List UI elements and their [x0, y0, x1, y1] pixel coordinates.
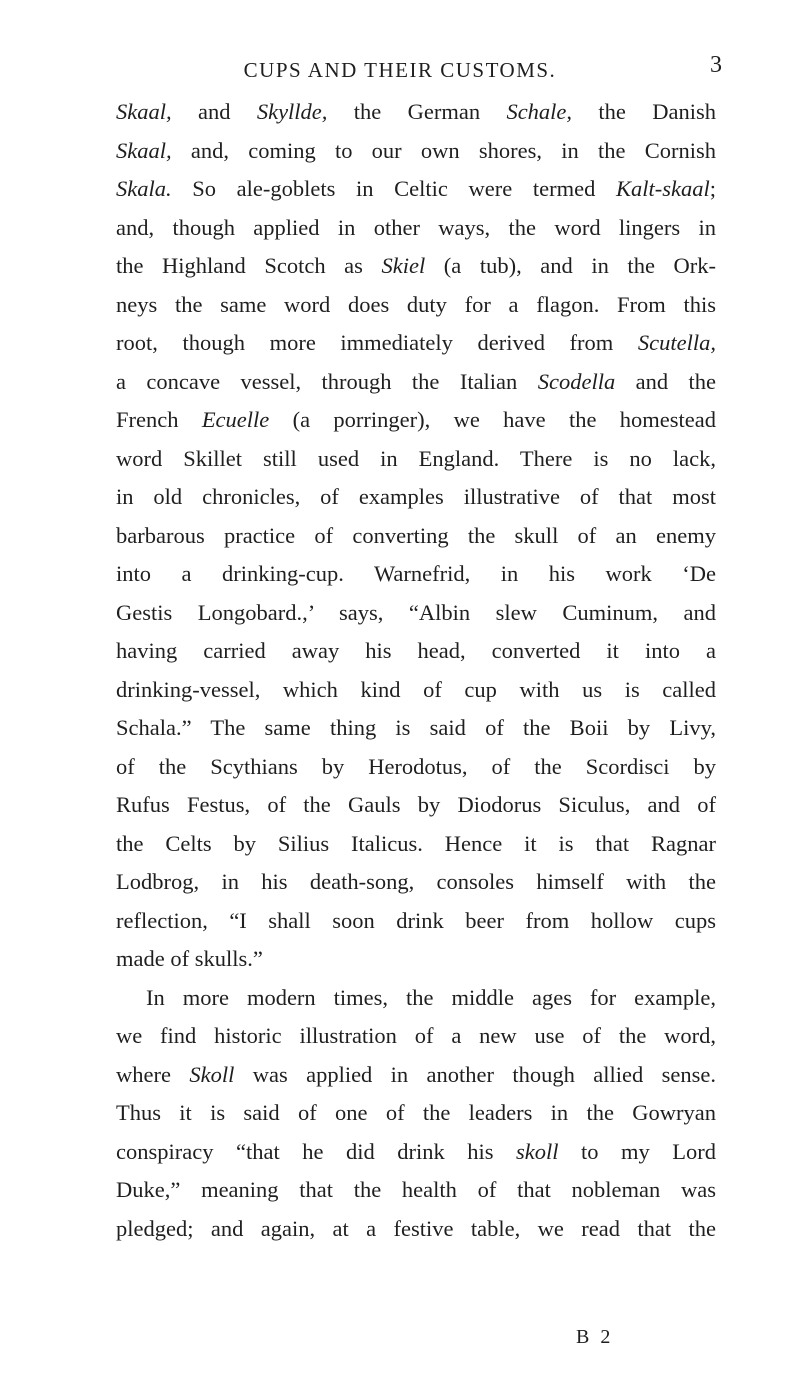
text-line: [116, 979, 716, 1018]
text-line: [116, 748, 716, 787]
text-run: conspiracy “that he did drink his: [116, 1138, 516, 1164]
text-run: we find historic illustration of a new use of the word,: [116, 1023, 716, 1048]
text-run: Skoll: [189, 1061, 235, 1087]
text-run: Skaal,: [116, 137, 172, 163]
text-line: [116, 324, 716, 363]
text-run: Schala.” The same thing is said of the Boii by Livy,: [116, 715, 716, 740]
text-line: [116, 440, 716, 479]
text-run: the Celts by Silius Italicus. Hence it is that Ragnar: [116, 830, 716, 856]
text-run: Gestis Longobard.,’ says, “Albin slew Cuminum, and: [116, 599, 716, 625]
text-line: [116, 1210, 716, 1249]
signature-mark: B 2: [576, 1326, 614, 1348]
text-run: and, coming to our own shores, in the Cornish: [171, 137, 716, 163]
text-run: the German: [327, 99, 507, 124]
text-run: Skyllde,: [256, 99, 328, 124]
text-run: made of skulls.”: [116, 946, 263, 971]
text-line: [116, 1017, 716, 1056]
text-line: [116, 209, 716, 248]
text-run: reflection, “I shall soon drink beer from hollow cups: [116, 907, 716, 933]
text-line: [116, 902, 716, 941]
text-run: word Skillet still used in England. There is no lack,: [116, 445, 716, 471]
text-run: was applied in another though allied sense.: [234, 1061, 716, 1087]
text-line: [116, 1056, 716, 1095]
text-line: [116, 478, 716, 517]
text-run: skoll: [515, 1138, 559, 1164]
text-run: the Danish: [572, 99, 716, 124]
text-run: root, though more immediately derived from: [116, 330, 638, 355]
text-line: [116, 709, 716, 748]
text-run: having carried away his head, converted it into a: [116, 638, 716, 663]
text-line: [116, 786, 716, 825]
text-run: to my Lord: [558, 1138, 716, 1164]
text-line: [116, 671, 716, 710]
text-line: [116, 170, 716, 209]
text-line: [116, 1133, 716, 1172]
text-line: [116, 247, 716, 286]
text-line: [116, 132, 716, 171]
text-run: a concave vessel, through the Italian: [116, 368, 538, 394]
text-line: [116, 863, 716, 902]
text-run: Scodella: [537, 368, 616, 394]
text-run: Skala.: [116, 176, 172, 201]
text-line: [116, 286, 716, 325]
text-run: and the: [615, 368, 716, 394]
text-run: neys the same word does duty for a flagon. From this: [116, 291, 716, 317]
page-header: [0, 52, 800, 92]
running-head: CUPS AND THEIR CUSTOMS.: [243, 58, 557, 82]
text-line: [116, 555, 716, 594]
text-run: Schale,: [506, 99, 573, 124]
text-line: [116, 632, 716, 671]
text-line: [116, 93, 716, 132]
text-run: (a porringer), we have the homestead: [269, 407, 716, 432]
text-run: Skiel: [381, 253, 426, 278]
text-line: [116, 363, 716, 402]
text-run: of the Scythians by Herodotus, of the Scordisci by: [116, 753, 716, 779]
text-run: and, though applied in other ways, the word lingers in: [116, 214, 716, 240]
text-line: [116, 517, 716, 556]
text-line: [116, 1171, 716, 1210]
text-line: [116, 1094, 716, 1133]
text-run: Scutella,: [637, 330, 716, 355]
text-run: Lodbrog, in his death-song, consoles himself with the: [116, 869, 716, 894]
text-run: Rufus Festus, of the Gauls by Diodorus Siculus, and of: [116, 792, 716, 817]
text-run: pledged; and again, at a festive table, we read that the: [116, 1215, 716, 1241]
text-run: barbarous practice of converting the skull of an enemy: [116, 522, 716, 548]
text-run: Thus it is said of one of the leaders in the Gowryan: [116, 1100, 716, 1125]
text-run: drinking-vessel, which kind of cup with us is called: [116, 676, 716, 702]
text-run: ;: [709, 176, 716, 201]
page-number: 3: [710, 52, 722, 78]
text-run: and: [171, 99, 257, 124]
text-line: [116, 825, 716, 864]
text-run: Skaal,: [116, 99, 172, 124]
text-run: (a tub), and in the Ork-: [425, 253, 716, 278]
text-run: In more modern times, the middle ages for example,: [146, 984, 716, 1010]
text-run: the Highland Scotch as: [116, 253, 382, 278]
text-run: French: [116, 407, 202, 432]
text-run: Kalt-skaal: [615, 176, 710, 201]
text-run: into a drinking-cup. Warnefrid, in his work ‘De: [116, 561, 716, 586]
text-run: So ale-goblets in Celtic were termed: [171, 176, 616, 201]
text-line: [116, 401, 716, 440]
text-run: Duke,” meaning that the health of that nobleman was: [116, 1177, 716, 1202]
text-run: Ecuelle: [201, 407, 270, 432]
body-text: [116, 93, 716, 1248]
text-run: where: [116, 1061, 190, 1087]
text-line: [116, 594, 716, 633]
text-run: in old chronicles, of examples illustrative of that most: [116, 484, 716, 509]
text-line: [116, 940, 716, 979]
